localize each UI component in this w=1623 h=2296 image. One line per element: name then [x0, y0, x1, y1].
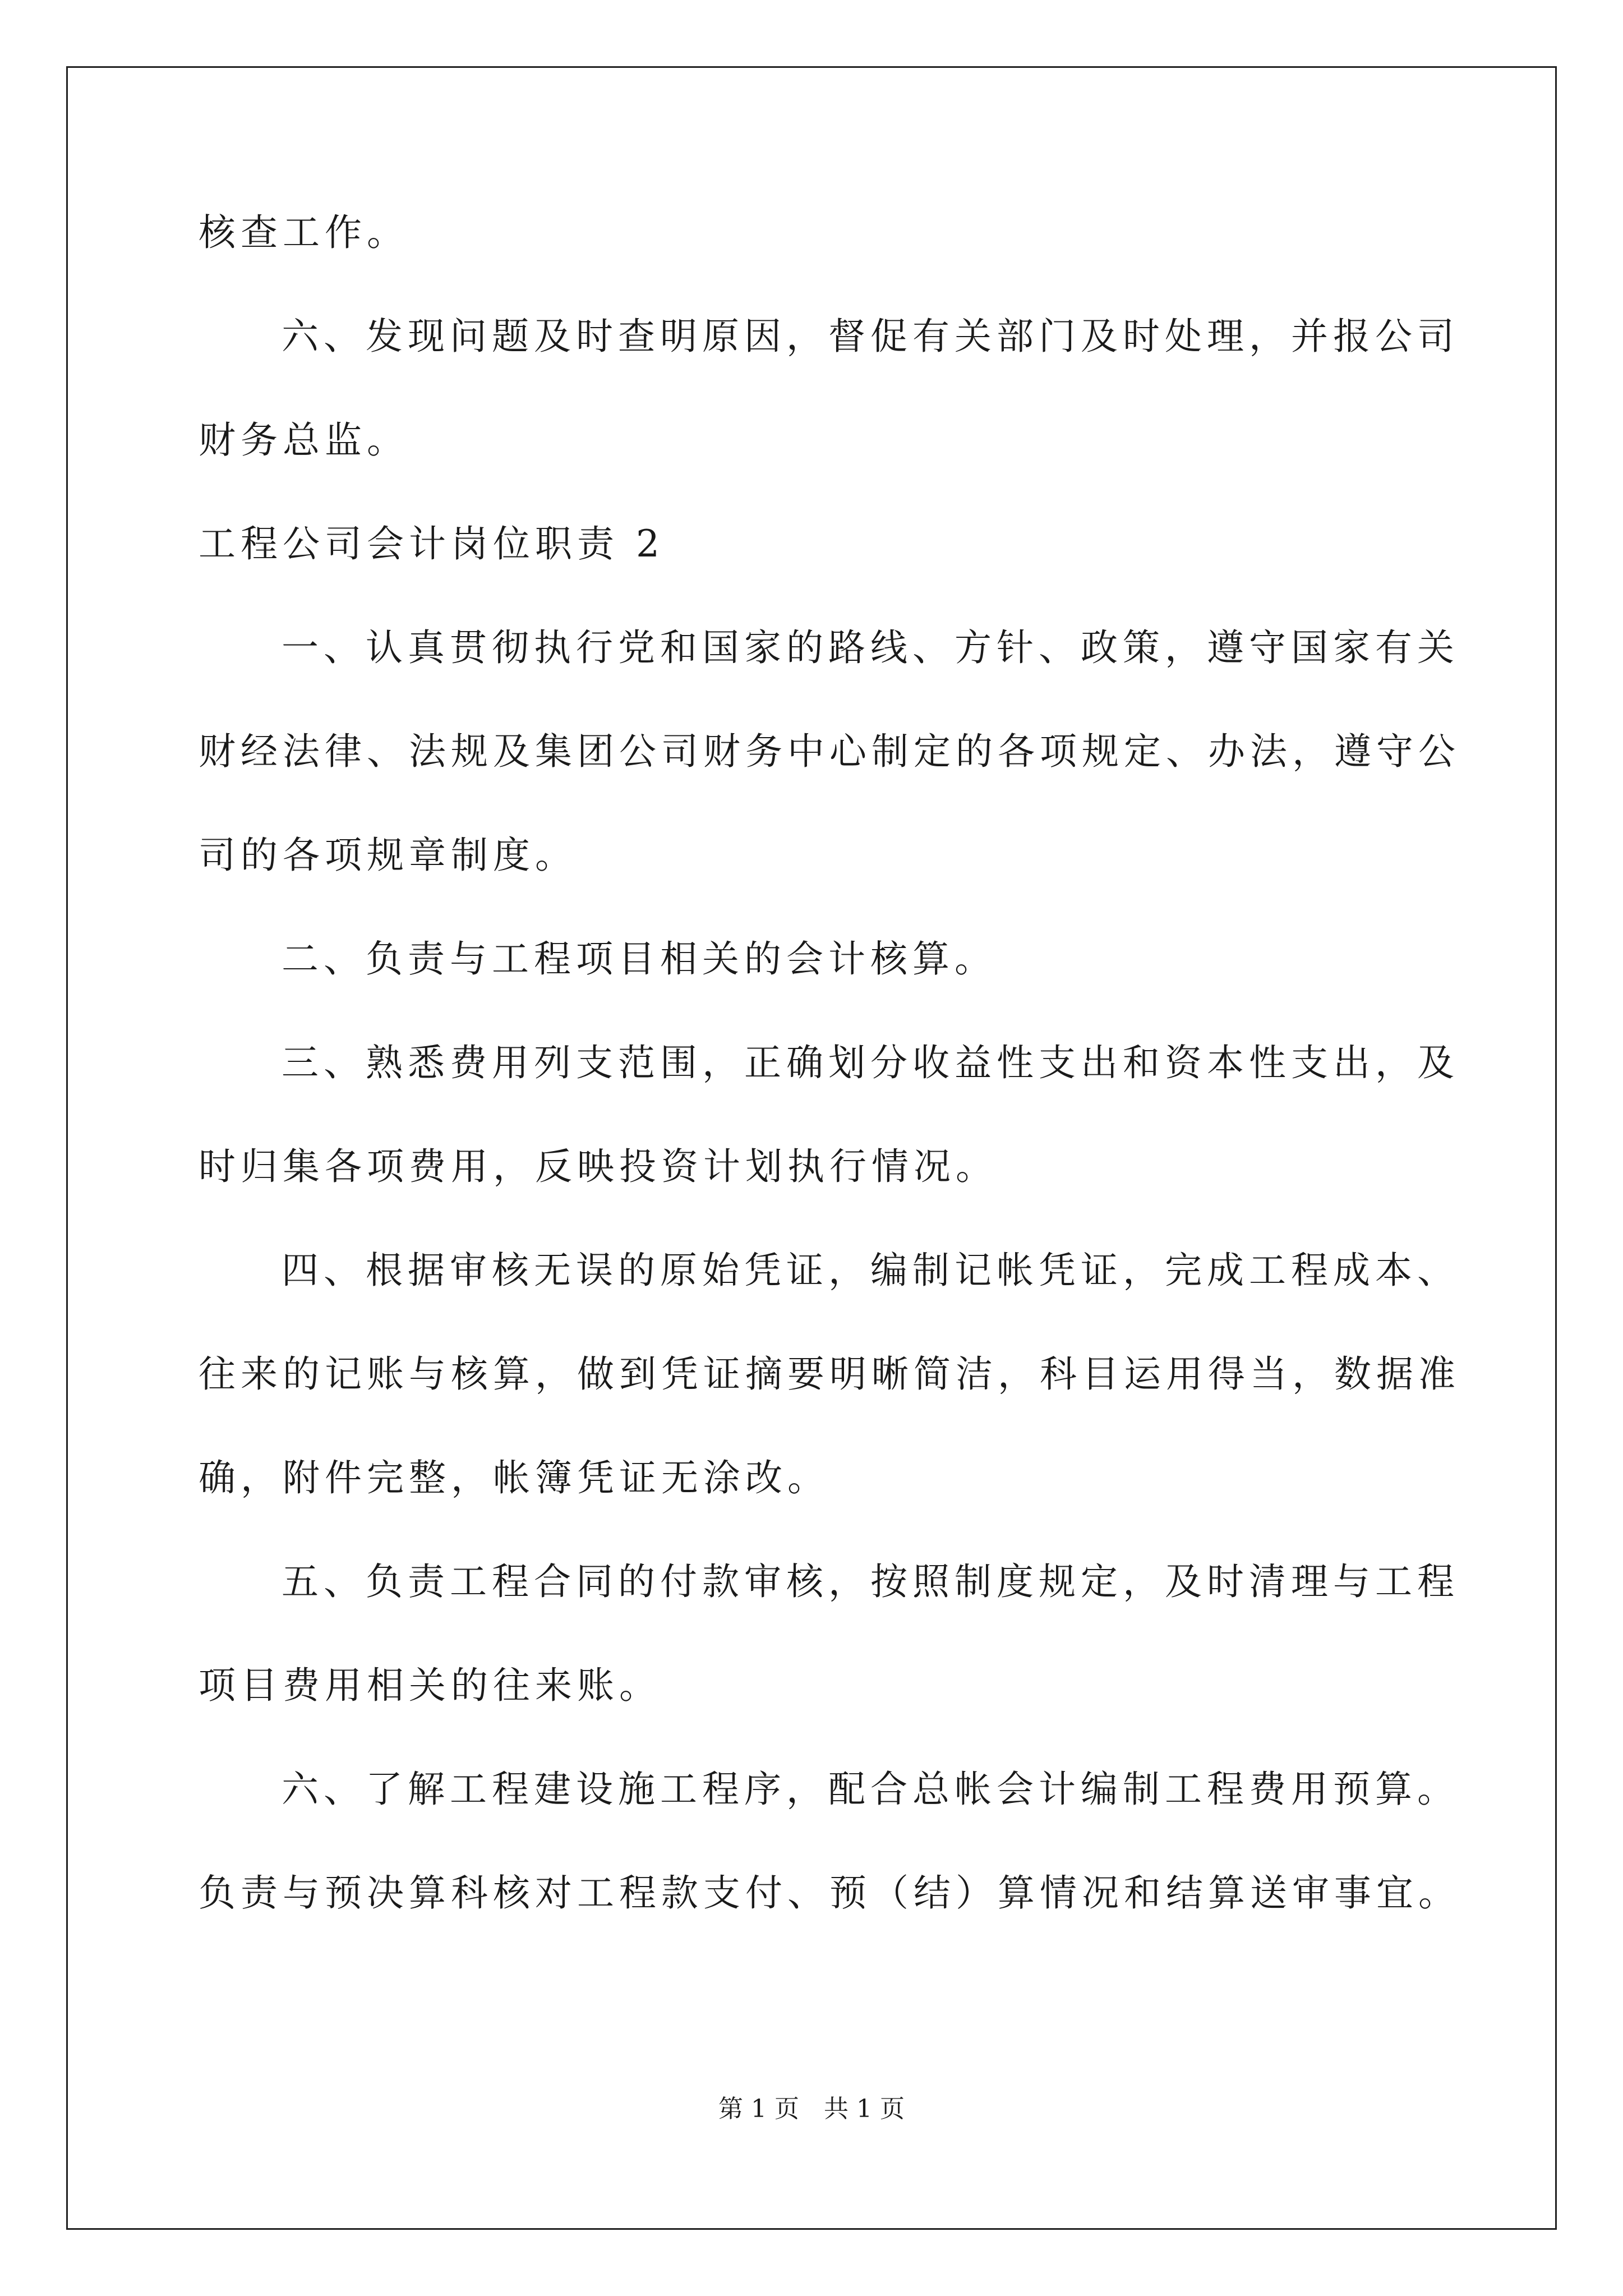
text-line: 项目费用相关的往来账。 — [199, 1664, 661, 1707]
text-line: 二、负责与工程项目相关的会计核算。 — [282, 937, 997, 981]
text-line: 六、发现问题及时查明原因，督促有关部门及时处理，并报公司 — [282, 315, 1459, 358]
text-line: 六、了解工程建设施工程序，配合总帐会计编制工程费用预算。 — [282, 1768, 1459, 1811]
text-line: 财经法律、法规及集团公司财务中心制定的各项规定、办法，遵守公 — [199, 730, 1460, 773]
text-line: 时归集各项费用，反映投资计划执行情况。 — [199, 1145, 998, 1188]
text-line: 负责与预决算科核对工程款支付、预（结）算情况和结算送审事宜。 — [199, 1871, 1460, 1915]
text-line: 司的各项规章制度。 — [199, 834, 577, 877]
page-number: 第 1 页 共 1 页 — [718, 2095, 905, 2123]
text-line: 五、负责工程合同的付款审核，按照制度规定，及时清理与工程 — [282, 1560, 1459, 1603]
text-line: 一、认真贯彻执行党和国家的路线、方针、政策，遵守国家有关 — [282, 626, 1459, 669]
text-line: 四、根据审核无误的原始凭证，编制记帐凭证，完成工程成本、 — [282, 1249, 1459, 1292]
section-heading: 工程公司会计岗位职责 2 — [199, 522, 665, 565]
text-line: 三、熟悉费用列支范围，正确划分收益性支出和资本性支出，及 — [282, 1041, 1459, 1084]
text-line: 财务总监。 — [199, 418, 409, 462]
text-line: 往来的记账与核算，做到凭证摘要明晰简洁，科目运用得当，数据准 — [199, 1352, 1460, 1396]
text-line: 核查工作。 — [199, 211, 409, 254]
text-line: 确，附件完整，帐簿凭证无涂改。 — [199, 1456, 829, 1499]
